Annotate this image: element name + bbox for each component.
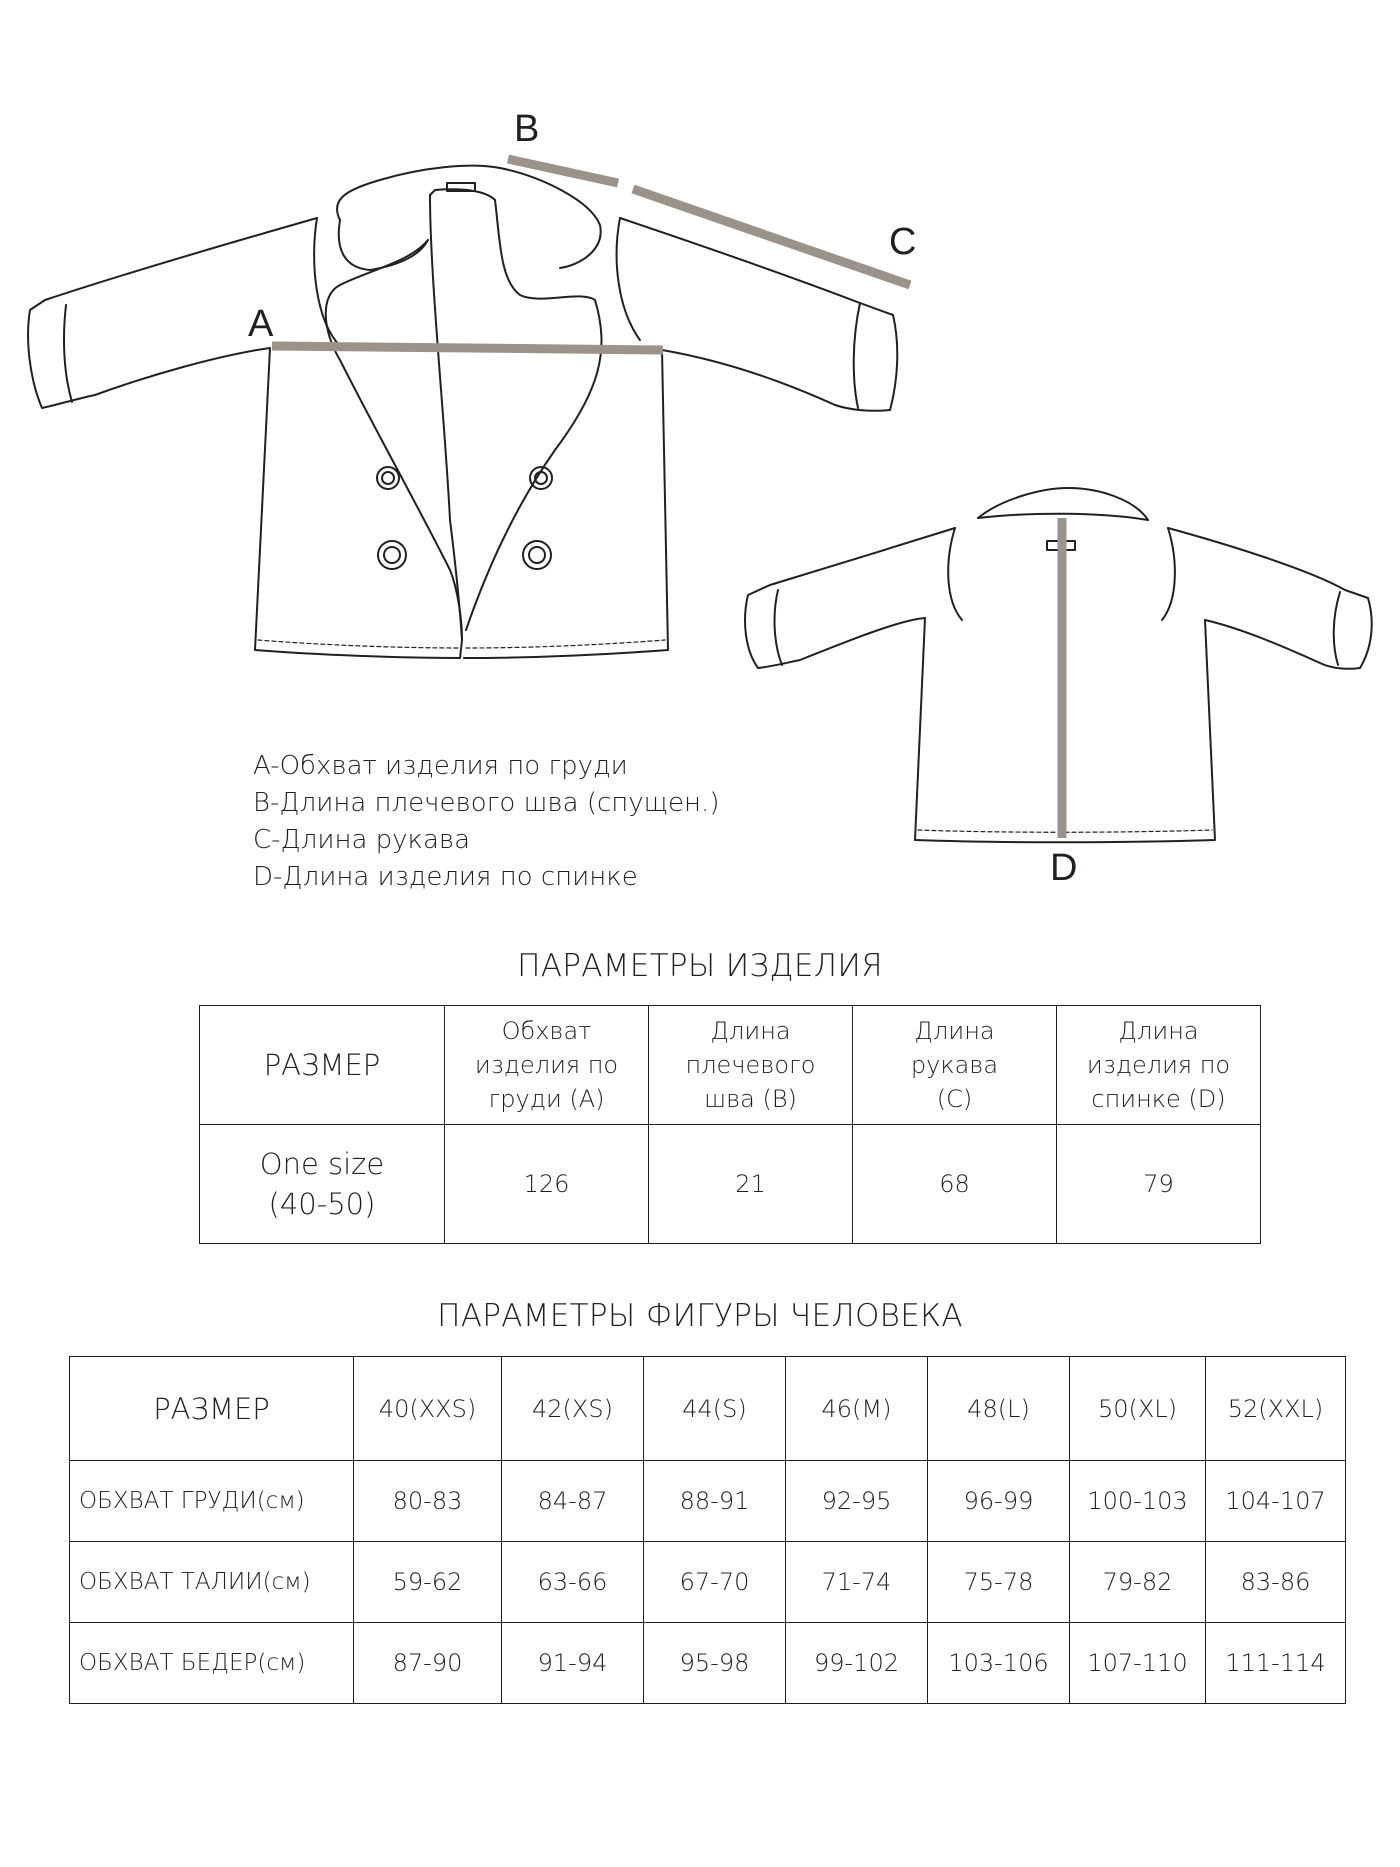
table-row [200, 1006, 1261, 1125]
button-icon [378, 541, 406, 569]
row-label-chest: ОБХВАТ ГРУДИ(см) [70, 1461, 354, 1542]
table-cell: 88-91 [644, 1461, 786, 1542]
size-cell: 50(XL) [1070, 1357, 1206, 1461]
size-cell: 42(XS) [502, 1357, 644, 1461]
table-cell: 67-70 [644, 1542, 786, 1623]
table-cell: 96-99 [928, 1461, 1070, 1542]
size-value-cell: One size (40-50) [200, 1125, 445, 1244]
table-row [200, 1125, 1261, 1244]
back-left-cuff-line [775, 590, 782, 665]
back-right-sleeve [1168, 528, 1372, 669]
back-right-cuff-line [1334, 592, 1340, 665]
product-params-table [199, 1005, 1261, 1244]
legend-item-c: C-Длина рукава [253, 825, 471, 855]
front-collar-back [337, 166, 601, 268]
table-cell: 63-66 [502, 1542, 644, 1623]
row-label-waist: ОБХВАТ ТАЛИИ(см) [70, 1542, 354, 1623]
header-shoulder: Длина плечевого шва (B) [649, 1006, 853, 1125]
marker-c: C [889, 221, 917, 263]
front-left-cuff-line [64, 305, 72, 402]
table-cell: 83-86 [1206, 1542, 1346, 1623]
table-cell: 59-62 [354, 1542, 502, 1623]
size-cell: 52(XXL) [1206, 1357, 1346, 1461]
front-right-sleeve [620, 218, 897, 411]
front-left-sleeve [28, 218, 317, 408]
size-header-cell: РАЗМЕР [200, 1006, 445, 1125]
figure-params-table [69, 1356, 1346, 1704]
legend-item-a: A-Обхват изделия по груди [253, 751, 628, 781]
table-row [70, 1542, 1346, 1623]
table-cell: 79-82 [1070, 1542, 1206, 1623]
size-cell: 44(S) [644, 1357, 786, 1461]
back-left-armhole [948, 528, 962, 620]
value-back-length: 79 [1057, 1125, 1261, 1244]
table-cell: 91-94 [502, 1623, 644, 1704]
table-cell: 100-103 [1070, 1461, 1206, 1542]
button-icon [377, 467, 399, 489]
legend-item-b: B-Длина плечевого шва (спущен.) [253, 788, 720, 818]
legend-item-d: D-Длина изделия по спинке [253, 862, 638, 892]
table-row [70, 1623, 1346, 1704]
header-chest: Обхват изделия по груди (A) [445, 1006, 649, 1125]
header-back-length: Длина изделия по спинке (D) [1057, 1006, 1261, 1125]
value-chest: 126 [445, 1125, 649, 1244]
marker-d: D [1050, 847, 1078, 889]
front-body-outline [255, 348, 668, 658]
button-icon [523, 541, 551, 569]
table-row [70, 1461, 1346, 1542]
table-cell: 75-78 [928, 1542, 1070, 1623]
front-right-cuff-line [854, 303, 860, 408]
table-row [70, 1357, 1346, 1461]
table-cell: 104-107 [1206, 1461, 1346, 1542]
marker-b: B [514, 108, 540, 150]
measure-line-a [272, 346, 663, 350]
value-sleeve: 68 [853, 1125, 1057, 1244]
table-cell: 80-83 [354, 1461, 502, 1542]
value-shoulder: 21 [649, 1125, 853, 1244]
table-cell: 103-106 [928, 1623, 1070, 1704]
marker-a: A [248, 303, 274, 345]
size-header-cell: РАЗМЕР [70, 1357, 354, 1461]
table-cell: 84-87 [502, 1461, 644, 1542]
figure-params-title: ПАРАМЕТРЫ ФИГУРЫ ЧЕЛОВЕКА [437, 1298, 963, 1334]
measure-lines [272, 159, 1062, 838]
size-cell: 40(XXS) [354, 1357, 502, 1461]
measurement-legend [253, 748, 719, 896]
table-cell: 107-110 [1070, 1623, 1206, 1704]
header-sleeve: Длина рукава (C) [853, 1006, 1057, 1125]
table-cell: 111-114 [1206, 1623, 1346, 1704]
front-left-lapel [326, 240, 462, 640]
front-neck-facing [430, 195, 462, 640]
measure-line-b [508, 159, 618, 183]
row-label-hips: ОБХВАТ БЕДЕР(см) [70, 1623, 354, 1704]
back-right-armhole [1162, 528, 1175, 620]
table-cell: 95-98 [644, 1623, 786, 1704]
size-cell: 46(M) [786, 1357, 928, 1461]
table-cell: 87-90 [354, 1623, 502, 1704]
table-cell: 71-74 [786, 1542, 928, 1623]
product-params-title: ПАРАМЕТРЫ ИЗДЕЛИЯ [517, 948, 883, 984]
size-cell: 48(L) [928, 1357, 1070, 1461]
table-cell: 92-95 [786, 1461, 928, 1542]
front-right-armhole [617, 218, 640, 340]
table-cell: 99-102 [786, 1623, 928, 1704]
front-collar-left [339, 220, 428, 270]
